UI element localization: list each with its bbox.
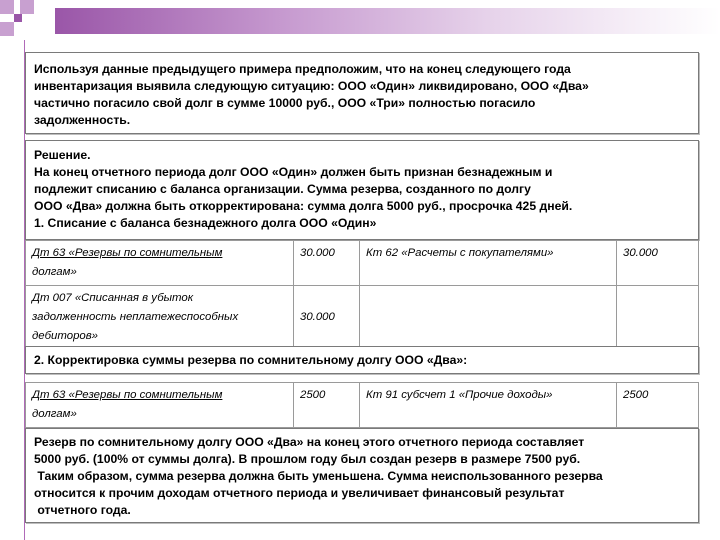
condition-box	[25, 52, 699, 134]
amount-cell: 2500	[294, 383, 360, 428]
entries-table-2	[25, 382, 699, 428]
decor-square-top-mid	[20, 0, 34, 14]
conclusion-line-3: Таким образом, сумма резерва должна быть уменьшена. Сумма неиспользованного резерва	[34, 469, 603, 483]
debit-text: Дт 63 «Резервы по сомнительным	[32, 247, 223, 259]
condition-line-3: частично погасило свой долг в сумме 10000 руб., ООО «Три» полностью погасило	[34, 96, 536, 110]
credit-amount-cell-empty	[617, 286, 699, 350]
decor-square-small	[14, 14, 22, 22]
solution-line-2: На конец отчетного периода долг ООО «Один» должен быть признан безнадежным и	[34, 165, 553, 179]
solution-line-5: 1. Списание с баланса безнадежного долга ООО «Один»	[34, 216, 377, 230]
solution-line-3: подлежит списанию с баланса организации. Сумма резерва, созданного по долгу	[34, 182, 531, 196]
conclusion-line-5: отчетного года.	[34, 503, 131, 517]
condition-line-2: инвентаризация выявила следующую ситуацию: ООО «Один» ликвидировано, ООО «Два»	[34, 79, 589, 93]
debit-text: дебиторов»	[32, 330, 99, 342]
credit-amount-cell: 30.000	[617, 241, 699, 286]
debit-cell	[26, 241, 294, 286]
entries-table-1	[25, 240, 699, 350]
debit-cell	[26, 383, 294, 428]
condition-line-1: Используя данные предыдущего примера предположим, что на конец следующего года	[34, 62, 571, 76]
amount-cell: 30.000	[294, 241, 360, 286]
table-row	[26, 383, 699, 428]
conclusion-line-1: Резерв по сомнительному долгу ООО «Два» на конец этого отчетного периода составляет	[34, 435, 585, 449]
debit-text: долгам»	[32, 408, 77, 420]
decor-square-left	[0, 22, 14, 36]
debit-text: Дт 007 «Списанная в убыток	[32, 292, 194, 304]
amount-cell	[294, 286, 360, 350]
credit-cell-empty	[360, 286, 617, 350]
conclusion-line-4: относится к прочим доходам отчетного периода и увеличивает финансовый результат	[34, 486, 565, 500]
solution-line-1: Решение.	[34, 148, 91, 162]
conclusion-line-2: 5000 руб. (100% от суммы долга). В прошлом году был создан резерв в размере 7500 руб.	[34, 452, 581, 466]
debit-text: Дт 63 «Резервы по сомнительным	[32, 389, 223, 401]
debit-text: долгам»	[32, 266, 77, 278]
condition-line-4: задолженность.	[34, 113, 131, 127]
table-row	[26, 286, 699, 350]
table-row	[26, 241, 699, 286]
solution-box	[25, 140, 699, 240]
step2-text: 2. Корректировка суммы резерва по сомнительному долгу ООО «Два»:	[34, 353, 468, 367]
credit-cell: Кт 62 «Расчеты с покупателями»	[360, 241, 617, 286]
step2-box	[25, 346, 699, 374]
header-gradient-bar	[55, 8, 720, 34]
credit-cell: Кт 91 субсчет 1 «Прочие доходы»	[360, 383, 617, 428]
decor-square-top-left	[0, 0, 14, 14]
credit-amount-cell: 2500	[617, 383, 699, 428]
debit-text: задолженность неплатежеспособных	[32, 311, 239, 323]
debit-cell	[26, 286, 294, 350]
conclusion-box	[25, 428, 699, 523]
amount-value: 30.000	[300, 311, 335, 323]
solution-line-4: ООО «Два» должна быть откорректирована: сумма долга 5000 руб., просрочка 425 дней.	[34, 199, 573, 213]
